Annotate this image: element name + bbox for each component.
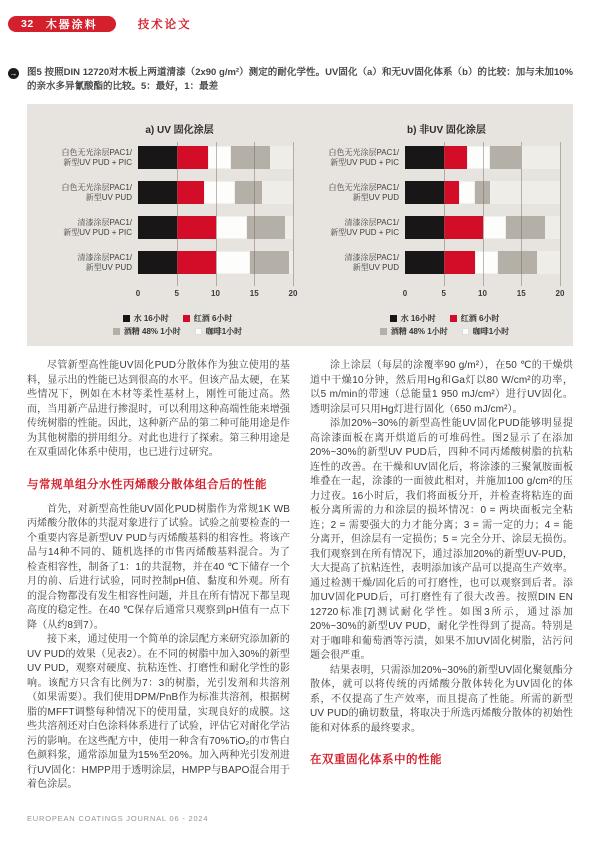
legend-label: 红酒 6小时 bbox=[193, 314, 233, 323]
bar-segment bbox=[138, 181, 177, 204]
legend-label: 水 16小时 bbox=[400, 314, 436, 323]
axis-tick-label: 20 bbox=[555, 289, 565, 298]
bar-category-label: 清漆涂层PAC1/ 新型UV PUD bbox=[77, 252, 132, 272]
chart-non-uv-cured bbox=[298, 119, 565, 346]
bar-segment bbox=[235, 181, 262, 204]
bar-segment bbox=[208, 146, 231, 169]
chart-uv-cured bbox=[31, 119, 298, 346]
bar-rows bbox=[138, 146, 293, 274]
section-badge bbox=[8, 16, 116, 32]
chart-legend bbox=[62, 312, 293, 338]
bar-segment bbox=[490, 146, 521, 169]
body-paragraph: 结果表明，只需添加20%~30%的新型UV固化聚氨酯分散体，就可以将传统的丙烯酸分散体转化为UV固化的体系，不仅提高了生产效率，而且提高了性能。所需的新型UV PUD的确切数量，将取决于所选丙烯酸分散体的初始性能和对体系的最终要求。 bbox=[310, 664, 573, 734]
bar-segment bbox=[177, 181, 204, 204]
bar-segment bbox=[231, 146, 270, 169]
chart-title: a) UV 固化涂层 bbox=[145, 125, 214, 136]
axis-tick-label: 0 bbox=[402, 289, 408, 298]
body-columns bbox=[27, 359, 573, 793]
bar-track bbox=[405, 251, 560, 274]
axis-tick-label: 20 bbox=[288, 289, 298, 298]
gridline bbox=[560, 142, 561, 286]
bar-track bbox=[405, 181, 560, 204]
legend-entry bbox=[462, 325, 509, 338]
page-number: 32 bbox=[21, 18, 34, 30]
bar-segment bbox=[444, 251, 475, 274]
bar-segment bbox=[247, 216, 286, 239]
bar-segment bbox=[177, 216, 216, 239]
right-column bbox=[310, 359, 573, 793]
legend-label: 红酒 6小时 bbox=[460, 314, 500, 323]
legend-row bbox=[329, 312, 560, 325]
gridline bbox=[293, 142, 294, 286]
legend-swatch bbox=[390, 315, 397, 322]
chart-legend bbox=[329, 312, 560, 338]
legend-label: 水 16小时 bbox=[133, 314, 169, 323]
bar-track bbox=[138, 251, 293, 274]
legend-entry bbox=[183, 312, 233, 325]
axis-tick-label: 10 bbox=[211, 289, 220, 298]
journal-footer: EUROPEAN COATINGS JOURNAL 06 - 2024 bbox=[27, 814, 209, 823]
bar-category-labels bbox=[36, 146, 141, 302]
bar-segment bbox=[216, 251, 251, 274]
bar-category-label: 清漆涂层PAC1/ 新型UV PUD + PIC bbox=[63, 217, 132, 237]
legend-entry bbox=[113, 325, 181, 338]
bar-segment bbox=[444, 216, 483, 239]
bar-segment bbox=[444, 146, 467, 169]
bar-segment bbox=[475, 181, 491, 204]
figure-caption-row bbox=[8, 66, 573, 93]
axis-tick-label: 5 bbox=[174, 289, 179, 298]
section-heading: 在双重固化体系中的性能 bbox=[310, 754, 442, 766]
legend-label: 咖啡1小时 bbox=[472, 327, 510, 336]
bar-segment bbox=[405, 181, 444, 204]
legend-entry bbox=[195, 325, 242, 338]
bar-segment bbox=[250, 251, 289, 274]
plot-area bbox=[402, 146, 565, 302]
bar-segment bbox=[138, 251, 177, 274]
chart-title: b) 非UV 固化涂层 bbox=[407, 125, 486, 136]
bar-segment bbox=[204, 181, 235, 204]
plot-area bbox=[135, 146, 298, 302]
bar-segment bbox=[138, 216, 177, 239]
axis-tick-label: 15 bbox=[249, 289, 259, 298]
figure-caption: 图5 按照DIN 12720对木板上两道清漆（2x90 g/m²）测定的耐化学性。UV固化（a）和无UV固化体系（b）的比较：加与未加10%的亲水多异氰酸酯的比较。5：最好，1：最差 bbox=[27, 67, 573, 92]
legend-swatch bbox=[113, 328, 120, 335]
body-paragraph: 涂上涂层（每层的涂覆率90 g/m²），在50 ℃的干燥烘道中干燥10分钟，然后用Hg和Ga灯以80 W/cm²的功率，以5 m/min的带速（总能量1 950 mJ/cm²）进行UV固化。透明涂层可只用Hg灯进行固化（650 mJ/cm²）。 bbox=[310, 360, 573, 415]
legend-entry bbox=[123, 312, 169, 325]
bar-segment bbox=[498, 251, 537, 274]
body-paragraph: 尽管新型高性能UV固化PUD分散体作为独立使用的基料，显示出的性能已达到很高的水平。但该产品太硬，在某些情况下，例如在木材等柔性基材上，刚性可能过高。然而，当用新产品进行掺混时，可以利用这种高端性能来增强传统树脂的性能。因此，这种新产品的第二种可能用途是作为其他树脂的拼用组分。对此也进行了探索。第三种用途是在双重固化体系中使用，也已进行过研究。 bbox=[27, 360, 290, 458]
bar-segment bbox=[405, 216, 444, 239]
legend-label: 酒精 48% 1小时 bbox=[390, 327, 448, 336]
legend-swatch bbox=[123, 315, 130, 322]
legend-swatch bbox=[183, 315, 190, 322]
figure-chart-panel bbox=[27, 104, 573, 346]
bar-track bbox=[138, 146, 293, 169]
bar-track bbox=[138, 181, 293, 204]
arrow-bullet-icon: → bbox=[9, 69, 18, 78]
legend-label: 咖啡1小时 bbox=[205, 327, 243, 336]
bar-segment bbox=[483, 216, 506, 239]
bar-segment bbox=[459, 181, 475, 204]
legend-entry bbox=[390, 312, 436, 325]
left-column bbox=[27, 359, 290, 793]
article-type-label: 技术论文 bbox=[137, 19, 192, 31]
bar-segment bbox=[177, 146, 208, 169]
axis-tick-label: 0 bbox=[135, 289, 141, 298]
section-heading: 与常规单组分水性丙烯酸分散体组合后的性能 bbox=[27, 478, 267, 491]
legend-entry bbox=[450, 312, 500, 325]
legend-swatch bbox=[195, 328, 202, 335]
axis-tick-label: 10 bbox=[478, 289, 487, 298]
bar-segment bbox=[405, 146, 444, 169]
legend-row bbox=[329, 325, 560, 338]
legend-swatch bbox=[450, 315, 457, 322]
bar-category-label: 白色无光涂层PAC1/ 新型UV PUD + PIC bbox=[61, 147, 132, 167]
bar-segment bbox=[467, 146, 490, 169]
legend-swatch bbox=[380, 328, 387, 335]
x-axis bbox=[402, 286, 565, 302]
bar-rows bbox=[405, 146, 560, 274]
bar-segment bbox=[177, 251, 216, 274]
bar-category-label: 清漆涂层PAC1/ 新型UV PUD bbox=[344, 252, 399, 272]
bar-segment bbox=[405, 251, 444, 274]
bar-segment bbox=[506, 216, 545, 239]
bar-track bbox=[405, 216, 560, 239]
section-label: 木器涂料 bbox=[45, 19, 98, 31]
bar-category-label: 白色无光涂层PAC1/ 新型UV PUD bbox=[61, 182, 132, 202]
axis-tick-label: 5 bbox=[441, 289, 446, 298]
bar-segment bbox=[475, 251, 498, 274]
bar-category-label: 白色无光涂层PAC1/ 新型UV PUD bbox=[328, 182, 399, 202]
axis-tick-label: 15 bbox=[516, 289, 526, 298]
bar-category-label: 白色无光涂层PAC1/ 新型UV PUD + PIC bbox=[328, 147, 399, 167]
body-paragraph: 接下来，通过使用一个简单的涂层配方来研究添加新的UV PUD的效果（见表2）。在不同的树脂中加入30%的新型UV PUD，观察对硬度、抗粘连性、打磨性和耐化学性的影响。该配方只含有比例为7：3的树脂，光引发剂和共溶剂（如果需要）。我们使用DPM/PnB作为标准共溶剂，根据树脂的MFFT调整每种情况下的使用量，实现良好的成膜。这些共溶剂还对白色涂料体系进行了试验，评估它对耐化学沾污的影响。在这些配方中，使用一种含有70%TiO₂的市售白色颜料浆，通常添加量为15%至20%。加入两种光引发剂进行UV固化：HMPP用于透明涂层，HMPP与BAPO混合用于着色涂层。 bbox=[27, 634, 290, 790]
legend-swatch bbox=[462, 328, 469, 335]
bar-track bbox=[405, 146, 560, 169]
x-axis bbox=[135, 286, 298, 302]
bar-track bbox=[138, 216, 293, 239]
body-paragraph: 添加20%~30%的新型高性能UV固化PUD能够明显提高涂漆面板在离开烘道后的可堆码性。图2显示了在添加20%~30%的新型UV PUD后，四种不同丙烯酸树脂的抗粘连性的改善。在干燥和UV固化后，将涂漆的三聚氰胺面板堆叠在一起，涂漆的一面彼此相对，并施加100 g/cm²的压力过夜。16小时后，我们将面板分开，并检查将粘连的面板分离所需的力和涂层的损坏情况：0 = 两块面板完全粘连；2 = 需要强大的力才能分离；3 = 需一定的力；4 = 能分离开，但涂层有一定损伤；5 = 完全分开、涂层无损伤。我们观察到在所有情况下，通过添加20%的新型UV-PUD，大大提高了抗粘连性，表明添加该产品可以提高生产效率。通过检测干燥/固化后的可打磨性，也可以观察到后者。添加UV固化PUD后，可打磨性有了很大改善。按照DIN EN 12720标准[7]测试耐化学性。如图3所示，通过添加20%~30%的新型UV PUD，耐化学性得到了提高。特别是对于咖啡和葡萄酒等污渍，如果不加UV固化树脂，沾污问题会很严重。 bbox=[310, 418, 573, 661]
legend-label: 酒精 48% 1小时 bbox=[123, 327, 181, 336]
page-header bbox=[0, 0, 600, 32]
legend-row bbox=[62, 312, 293, 325]
bar-category-labels bbox=[303, 146, 408, 302]
bar-segment bbox=[216, 216, 247, 239]
bar-segment bbox=[138, 146, 177, 169]
bar-category-label: 清漆涂层PAC1/ 新型UV PUD + PIC bbox=[330, 217, 399, 237]
legend-entry bbox=[380, 325, 448, 338]
legend-row bbox=[62, 325, 293, 338]
bar-segment bbox=[444, 181, 460, 204]
body-paragraph: 首先，对新型高性能UV固化PUD树脂作为常规1K WB丙烯酸分散体的共混对象进行了试验。试验之前要检查的一个重要内容是新型UV PUD与丙烯酸基料的相容性。将该产品与14种不同的、随机选择的市售丙烯酸基料混合。为了检查相容性，制备了1：1的共混物，并在40 ℃下储存一个月的前、后进行试验，同时控制pH值、黏度和外观。所有的混合物都没有发生相容性问题，并且在所有情况下都呈现高度的稳定性。在40 ℃保存后通常只观察到pH值有一点下降（从约8到7）。 bbox=[27, 503, 290, 631]
